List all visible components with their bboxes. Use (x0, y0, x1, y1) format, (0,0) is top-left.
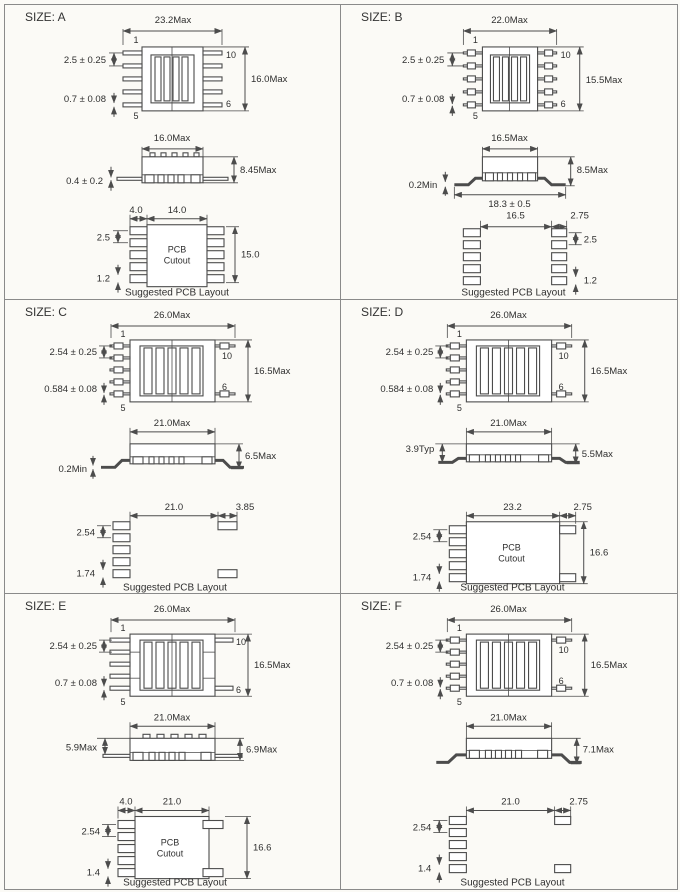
pin-label-10: 10 (558, 645, 569, 656)
panel-size-e (5, 594, 341, 889)
panel-title: SIZE: C (25, 304, 67, 319)
dim-side-left: 0.4 ± 0.2 (66, 175, 103, 187)
right-pads (560, 525, 576, 581)
top-view (50, 604, 291, 707)
dim-top-width: 26.0Max (490, 309, 527, 321)
dim-pin-width: 0.584 ± 0.08 (44, 383, 97, 395)
pin-label-6: 6 (222, 381, 228, 392)
gullwing-lead-right (538, 178, 566, 184)
dim-pad-pitch: 2.5 (96, 232, 110, 244)
dim-pad-length: 2.75 (573, 501, 592, 513)
pcb-layout (82, 797, 272, 889)
panel-title: SIZE: B (361, 10, 403, 24)
right-pads (218, 521, 237, 577)
top-view (402, 15, 622, 121)
pcb-cutout-label-1: PCB (502, 542, 521, 553)
dim-side-left: 5.9Max (65, 742, 97, 754)
dim-side-width: 21.0Max (490, 712, 527, 724)
dim-pad-width: 1.74 (76, 568, 96, 580)
dim-side-height: 7.1Max (582, 744, 614, 756)
dim-side-left: 3.9Typ (405, 443, 435, 455)
dim-side-height: 6.5Max (245, 450, 277, 462)
dim-pad-length: 2.75 (569, 796, 588, 808)
dim-side-height: 6.9Max (246, 744, 278, 756)
pcb-cutout-label-1: PCB (160, 837, 180, 848)
gullwing-lead-left (101, 460, 130, 467)
dim-top-width: 26.0Max (153, 604, 191, 616)
panel-title: SIZE: A (25, 9, 66, 24)
left-pads (449, 817, 466, 873)
left-pins (446, 637, 466, 691)
dim-pin-width: 0.7 ± 0.08 (390, 678, 434, 690)
left-pads (118, 821, 135, 877)
dim-pin-width: 0.7 ± 0.08 (54, 678, 97, 690)
dim-cutout-width: 14.0 (167, 204, 187, 216)
gullwing-lead-left (454, 178, 482, 184)
dim-pin-width: 0.7 ± 0.08 (63, 93, 106, 105)
dim-side-width: 21.0Max (490, 417, 527, 429)
panel-size-d (341, 300, 677, 595)
pcb-caption: Suggested PCB Layout (460, 877, 565, 889)
left-pads (463, 229, 480, 285)
dim-top-width: 26.0Max (490, 604, 527, 616)
dim-pad-length: 3.85 (235, 501, 255, 513)
pcb-layout (461, 211, 597, 299)
dim-gap: 21.0 (501, 796, 520, 808)
panel-e-drawing (5, 594, 340, 889)
dim-height: 16.5Max (254, 660, 291, 672)
pin-left (103, 755, 130, 758)
dim-col-height: 15.0 (240, 249, 260, 261)
side-view (66, 133, 277, 191)
dim-side-height: 5.5Max (581, 448, 613, 460)
pin-label-1: 1 (120, 328, 126, 339)
pin-right (215, 755, 242, 758)
pcb-cutout-label-2: Cutout (156, 848, 184, 859)
gullwing-lead-right (552, 755, 582, 763)
pin-label-6: 6 (560, 98, 566, 109)
dim-col-height: 16.6 (253, 842, 272, 854)
dim-side-width: 16.5Max (491, 132, 528, 144)
dim-height: 16.5Max (254, 365, 291, 377)
pin-label-5: 5 (120, 402, 126, 413)
dim-side-width: 16.0Max (153, 132, 191, 144)
dim-pad-pitch: 2.54 (412, 531, 432, 543)
pcb-cutout-label-2: Cutout (163, 255, 191, 266)
left-pins (463, 50, 482, 108)
pcb-caption: Suggested PCB Layout (460, 582, 565, 594)
dim-col-height: 16.6 (589, 547, 609, 559)
panel-size-f (341, 594, 677, 889)
dim-pin-width: 0.7 ± 0.08 (402, 93, 445, 105)
left-pins (110, 343, 130, 397)
dim-pad-length: 4.0 (129, 204, 143, 216)
pin-label-1: 1 (133, 34, 139, 45)
right-pads (555, 817, 571, 873)
dim-height: 15.5Max (585, 74, 623, 86)
pin-label-5: 5 (456, 402, 462, 413)
dim-pin-width: 0.584 ± 0.08 (380, 383, 434, 395)
right-pads (552, 229, 567, 285)
panel-title: SIZE: F (361, 599, 402, 614)
dim-pad-width: 1.74 (412, 572, 432, 584)
dim-pad-width: 1.2 (583, 275, 597, 287)
pin-label-1: 1 (120, 623, 126, 634)
left-pins (446, 343, 466, 397)
pcb-cutout-label-1: PCB (167, 244, 187, 255)
dim-gap: 21.0 (164, 501, 184, 513)
dim-pitch: 2.54 ± 0.25 (385, 641, 434, 653)
right-pins (215, 638, 233, 690)
dim-pad-length: 2.75 (570, 210, 589, 222)
dim-pad-length: 4.0 (119, 796, 133, 808)
panel-title: SIZE: E (25, 599, 67, 614)
pcb-layout (77, 501, 255, 593)
dim-pad-width: 1.4 (418, 863, 432, 875)
right-pads (207, 227, 224, 283)
dim-cutout-width: 23.2 (503, 501, 522, 513)
pcb-caption: Suggested PCB Layout (461, 287, 566, 299)
dim-side-left: 0.2Min (58, 463, 88, 475)
dim-cutout-width: 21.0 (162, 796, 182, 808)
side-view (436, 713, 614, 765)
dim-side-height: 8.45Max (239, 164, 277, 176)
dim-pad-pitch: 2.5 (583, 234, 597, 246)
side-view (406, 418, 613, 464)
panel-a-drawing (5, 5, 340, 299)
top-view (64, 15, 288, 121)
side-view (59, 418, 277, 479)
panel-size-a (5, 5, 341, 300)
dim-pad-width: 1.4 (86, 867, 100, 879)
pin-label-5: 5 (133, 110, 139, 121)
panel-grid (4, 4, 678, 890)
panel-f-drawing (341, 594, 677, 889)
pin-label-10: 10 (222, 350, 233, 361)
panel-b-drawing (341, 5, 677, 299)
dim-top-width: 26.0Max (153, 309, 191, 321)
pin-label-5: 5 (456, 697, 462, 708)
dim-side-width: 21.0Max (153, 712, 191, 724)
panel-title: SIZE: D (361, 304, 404, 319)
dim-side-width: 21.0Max (153, 417, 191, 429)
dim-side-height: 8.5Max (576, 164, 608, 176)
gullwing-lead-right (215, 460, 244, 467)
dim-pad-pitch: 2.54 (76, 527, 96, 539)
pcb-caption: Suggested PCB Layout (123, 582, 227, 594)
dim-pitch: 2.54 ± 0.25 (385, 346, 434, 358)
left-pads (449, 525, 466, 581)
pin-label-1: 1 (472, 34, 478, 45)
left-pads (113, 521, 130, 577)
pin-label-1: 1 (456, 328, 462, 339)
panel-size-c (5, 300, 341, 595)
dim-top-width: 22.0Max (491, 14, 528, 26)
dim-pad-pitch: 2.54 (412, 822, 432, 834)
dim-gap: 16.5 (506, 210, 525, 222)
pcb-cutout-label-2: Cutout (498, 553, 525, 564)
dim-height: 16.5Max (590, 660, 628, 672)
top-view (44, 310, 290, 413)
side-view (409, 133, 608, 210)
left-pins (123, 51, 142, 107)
top-view (386, 604, 628, 707)
pcb-caption: Suggested PCB Layout (125, 287, 229, 299)
pin-label-5: 5 (120, 697, 126, 708)
top-view (380, 310, 627, 413)
panel-size-b (341, 5, 677, 300)
pin-label-6: 6 (236, 685, 242, 696)
right-pins (203, 51, 222, 107)
pin-label-10: 10 (226, 49, 237, 60)
dim-side-left: 0.2Min (408, 179, 438, 191)
dim-pad-pitch: 2.54 (81, 826, 100, 838)
panel-c-drawing (5, 300, 340, 594)
side-view (66, 713, 277, 761)
pin-label-5: 5 (472, 110, 478, 121)
left-pins (110, 638, 130, 690)
left-pads (130, 227, 147, 283)
pin-label-6: 6 (558, 381, 564, 392)
right-pins (538, 50, 557, 108)
dim-height: 16.0Max (250, 73, 288, 85)
pin-label-6: 6 (226, 98, 232, 109)
gullwing-lead-left (436, 755, 466, 763)
pcb-layout (413, 797, 588, 889)
dim-pitch: 2.54 ± 0.25 (49, 346, 97, 358)
dim-height: 16.5Max (590, 365, 628, 377)
dim-pitch: 2.54 ± 0.25 (49, 641, 97, 653)
dim-pad-width: 1.2 (96, 273, 110, 285)
pin-label-10: 10 (560, 49, 571, 60)
pin-label-10: 10 (236, 637, 247, 648)
pcb-layout (413, 501, 609, 593)
panel-d-drawing (341, 300, 677, 594)
pcb-layout (97, 205, 260, 299)
dim-side-bottom: 18.3 ± 0.5 (488, 198, 531, 210)
pcb-caption: Suggested PCB Layout (123, 877, 227, 889)
pin-label-6: 6 (558, 676, 564, 687)
pin-label-1: 1 (456, 623, 462, 634)
pin-label-10: 10 (558, 350, 569, 361)
dim-pitch: 2.5 ± 0.25 (63, 54, 106, 66)
dim-pitch: 2.5 ± 0.25 (402, 54, 445, 66)
dim-top-width: 23.2Max (154, 14, 192, 26)
